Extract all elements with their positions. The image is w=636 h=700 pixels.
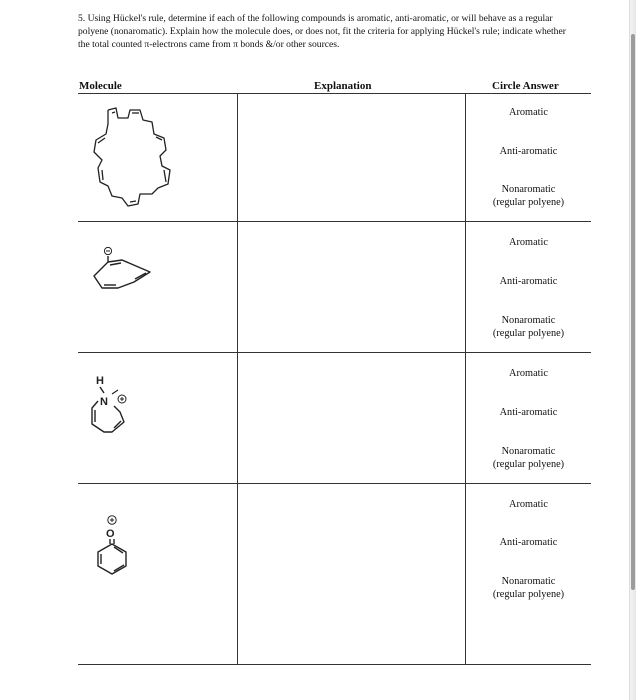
scrollbar-thumb[interactable] bbox=[631, 34, 635, 590]
molecule-azepinium bbox=[84, 372, 154, 447]
choice-nonaromatic[interactable]: Nonaromatic bbox=[501, 315, 556, 326]
choice-aromatic[interactable]: Aromatic bbox=[509, 107, 548, 118]
table-bottom-rule bbox=[78, 664, 591, 665]
row-divider bbox=[78, 221, 591, 222]
choice-anti-aromatic[interactable]: Anti-aromatic bbox=[499, 407, 558, 418]
choice-regular-polyene[interactable]: (regular polyene) bbox=[492, 328, 565, 339]
choice-nonaromatic[interactable]: Nonaromatic bbox=[501, 184, 556, 195]
choice-nonaromatic[interactable]: Nonaromatic bbox=[501, 576, 556, 587]
choice-anti-aromatic[interactable]: Anti-aromatic bbox=[499, 146, 558, 157]
choice-aromatic[interactable]: Aromatic bbox=[509, 368, 548, 379]
atom-h: H bbox=[96, 375, 104, 387]
molecule-cyclooctatrienyl-anion bbox=[88, 244, 158, 301]
header-explanation: Explanation bbox=[314, 80, 372, 92]
table-header-rule bbox=[78, 93, 591, 94]
header-molecule: Molecule bbox=[79, 80, 122, 92]
molecule-annulene bbox=[88, 104, 178, 217]
column-divider bbox=[237, 93, 238, 665]
atom-o: O bbox=[106, 528, 115, 540]
choice-aromatic[interactable]: Aromatic bbox=[509, 499, 548, 510]
choice-regular-polyene[interactable]: (regular polyene) bbox=[492, 589, 565, 600]
choice-nonaromatic[interactable]: Nonaromatic bbox=[501, 446, 556, 457]
choice-anti-aromatic[interactable]: Anti-aromatic bbox=[499, 537, 558, 548]
row-divider bbox=[78, 483, 591, 484]
choice-anti-aromatic[interactable]: Anti-aromatic bbox=[499, 276, 558, 287]
question-text: 5. Using Hückel's rule, determine if each of the following compounds is aromatic, anti-aromatic, or will behave as a regular polyene (nonaromatic). Explain how the molecule does, or does not, fit the criteria for applying Hückel's rule; indicate whether the total counted π-electrons came from π bonds &/or other sources. bbox=[78, 13, 566, 51]
choice-regular-polyene[interactable]: (regular polyene) bbox=[492, 459, 565, 470]
header-circle-answer: Circle Answer bbox=[492, 80, 559, 92]
choice-aromatic[interactable]: Aromatic bbox=[509, 237, 548, 248]
choice-regular-polyene[interactable]: (regular polyene) bbox=[492, 197, 565, 208]
row-divider bbox=[78, 352, 591, 353]
atom-n: N bbox=[100, 396, 108, 408]
molecule-oxonium-cation bbox=[90, 510, 140, 585]
